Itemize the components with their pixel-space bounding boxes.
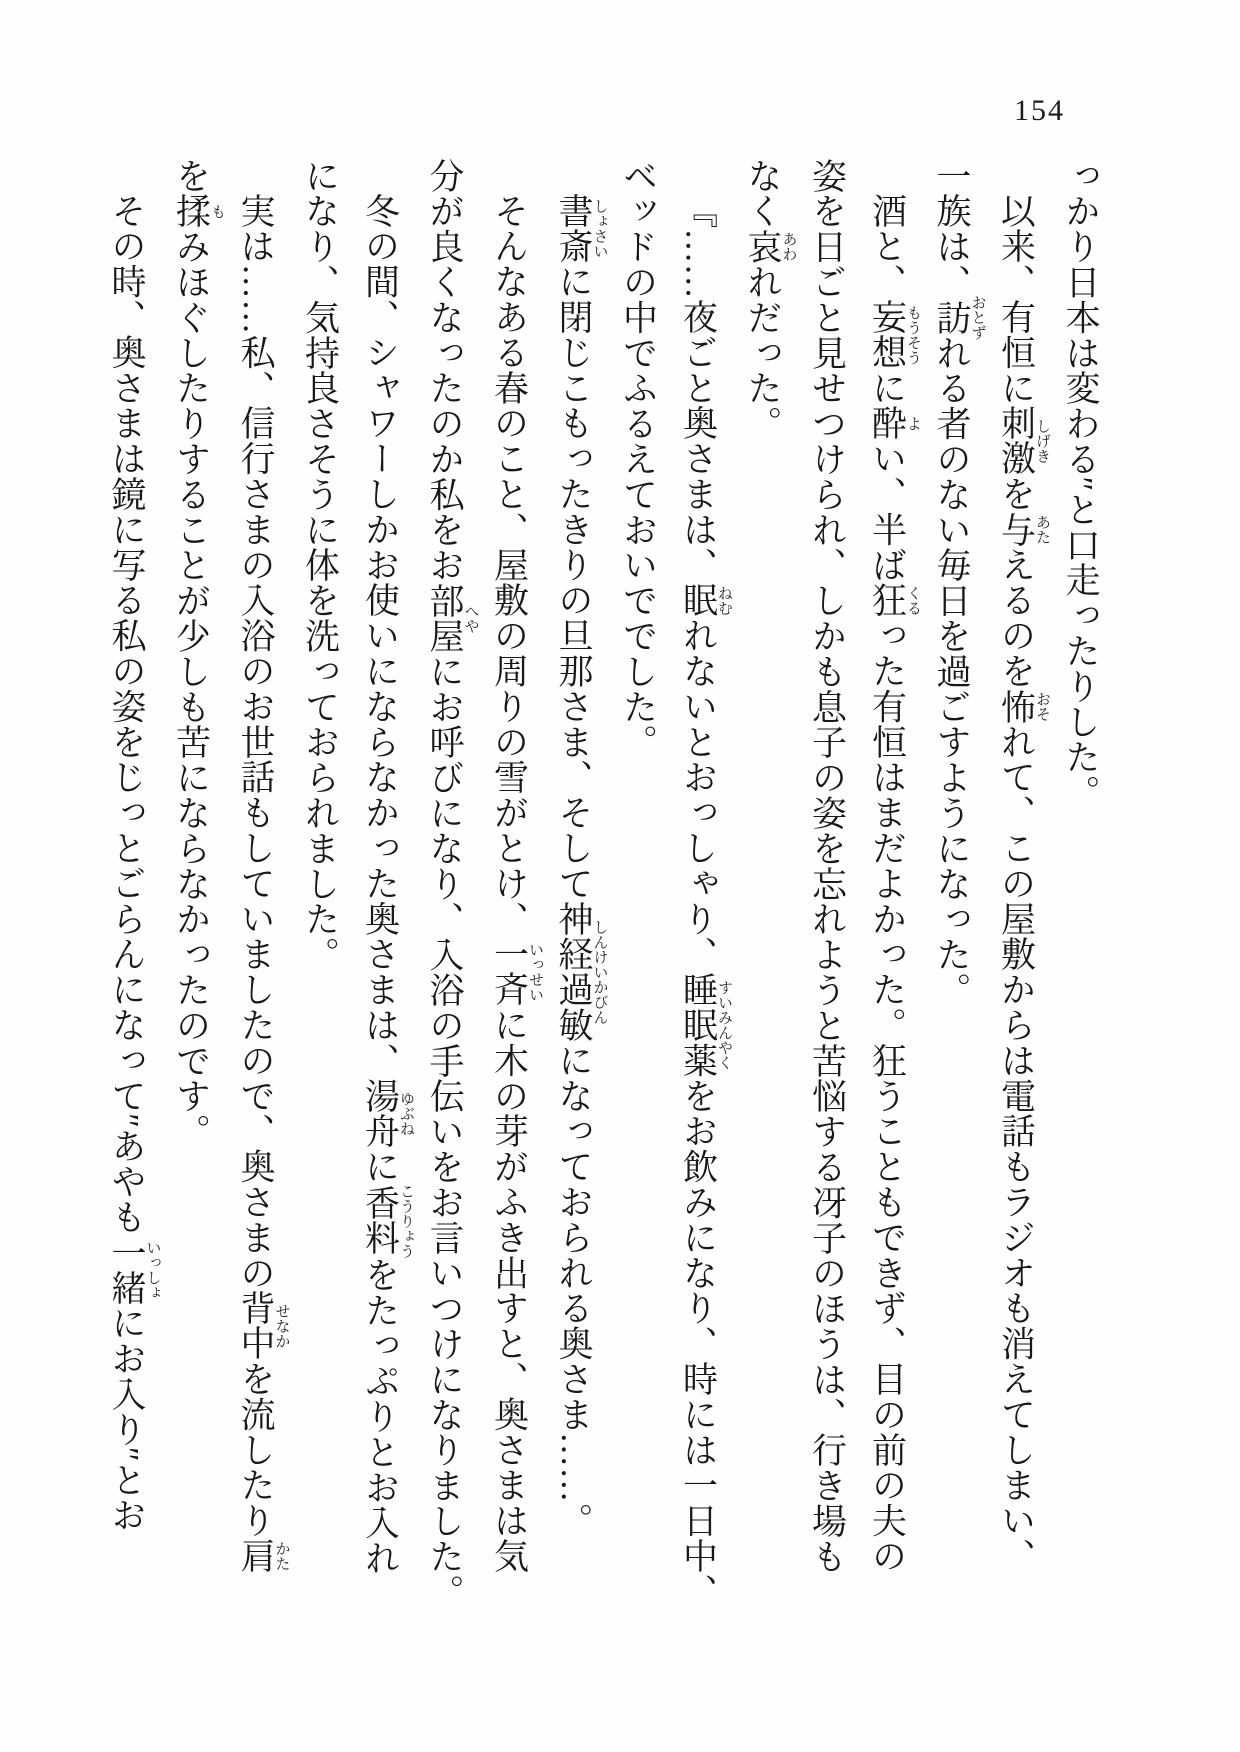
text-column: その時、奥さまは鏡に写る私の姿をじっとごらんになって″あやも一緒いっしょにお入り″とお [107,193,161,1533]
text-column: 書斎しょさいに閉じこもったきりの旦那さま、そして神経過敏しんけいかびんになっておられる奥さま……。 [554,193,608,1539]
text-column: 一族は、訪おとずれる者のない毎日を過ごすようになった。 [932,158,986,1008]
furigana-text: しんけいかびん [591,901,608,1043]
furigana-ruby: 背中せなか [236,1290,290,1362]
furigana-text: ゆぶね [398,1078,414,1149]
furigana-ruby: 湯舟ゆぶね [360,1078,414,1149]
furigana-ruby: 香料こうりょう [360,1183,414,1259]
furigana-text: すいみんやく [716,971,732,1078]
text-column: 以来、有恒に刺激しげきを与あたえるのを怖おそれて、この屋敷からは電話もラジオも消えてしまい、 [996,193,1050,1574]
furigana-text: せなか [273,1290,290,1362]
furigana-text: しげき [1034,405,1050,477]
text-column: になり、気持良さそうに体を洗っておられました。 [300,158,340,973]
furigana-ruby: 妄想もうそう [867,299,921,371]
text-column: ベッドの中でふるえておいででした。 [618,158,658,760]
text-column: なく哀あわれだった。 [743,158,797,442]
furigana-text: おそ [1034,688,1050,725]
furigana-text: くる [905,582,921,618]
text-column: 実は……私、信行さまの入浴のお世話もしていましたので、奥さまの背中せなかを流したり肩かた [236,193,290,1574]
furigana-ruby: 書斎しょさい [554,193,608,264]
furigana-ruby: 訪おとず [932,294,986,340]
furigana-ruby: 肩かた [236,1538,290,1574]
text-column: 酒と、妄想もうそうに酔よい、半ば狂くるった有恒はまだよかった。狂うこともできず、目の前の夫の [867,193,921,1574]
furigana-text: も [209,193,225,229]
text-column: 分が良くなったのか私をお部屋へやにお呼びになり、入浴の手伝いをお言いつけになりました。 [425,158,479,1610]
furigana-text: いっせい [527,936,543,1008]
furigana-ruby: 狂くる [867,582,921,618]
text-column: を揉もみほぐしたりすることが少しも苦にならなかったのです。 [171,158,225,1150]
text-column: 冬の間、シャワーしかお使いにならなかった奥さまは、湯舟ゆぶねに香料こうりょうをたっぷりとお入れ [360,193,414,1576]
furigana-ruby: 部屋へや [425,582,479,654]
furigana-text: あた [1034,511,1050,548]
furigana-text: かた [273,1538,290,1574]
furigana-text: こうりょう [398,1183,414,1259]
furigana-text: あわ [780,228,797,265]
furigana-ruby: 怖おそ [996,688,1050,725]
furigana-ruby: 一緒いっしょ [107,1234,161,1306]
text-column: 『……夜ごと奥さまは、眠ねむれないとおっしゃり、睡眠薬すいみんやくをお飲みになり、時には一日中、 [678,193,732,1610]
furigana-text: ねむ [716,582,732,618]
furigana-text: いっしょ [144,1234,161,1306]
furigana-text: しょさい [591,193,608,264]
furigana-ruby: 神経過敏しんけいかびん [554,901,608,1043]
page-number: 154 [1014,94,1065,127]
furigana-ruby: 与あた [996,511,1050,548]
furigana-ruby: 睡眠薬すいみんやく [678,971,732,1079]
furigana-ruby: 哀あわ [743,228,797,265]
furigana-ruby: 刺激しげき [996,405,1050,477]
text-column: っかり日本は変わる″と口走ったりした。 [1061,158,1100,811]
furigana-text: おとず [969,294,986,340]
vertical-text-block [96,158,1110,1630]
furigana-ruby: 酔よ [867,405,921,441]
text-column: 姿を日ごと見せつけられ、しかも息子の姿を忘れようと苦悩する冴子のほうは、行き場も [807,158,847,1574]
furigana-text: へや [462,582,479,654]
text-column: そんなある春のこと、屋敷の周りの雪がとけ、一斉いっせいに木の芽がふき出すと、奥さまは気 [489,193,543,1574]
furigana-text: もうそう [905,299,921,371]
furigana-ruby: 一斉いっせい [489,936,543,1008]
furigana-ruby: 揉も [171,193,225,229]
furigana-ruby: 眠ねむ [678,582,732,618]
furigana-text: よ [905,405,921,441]
